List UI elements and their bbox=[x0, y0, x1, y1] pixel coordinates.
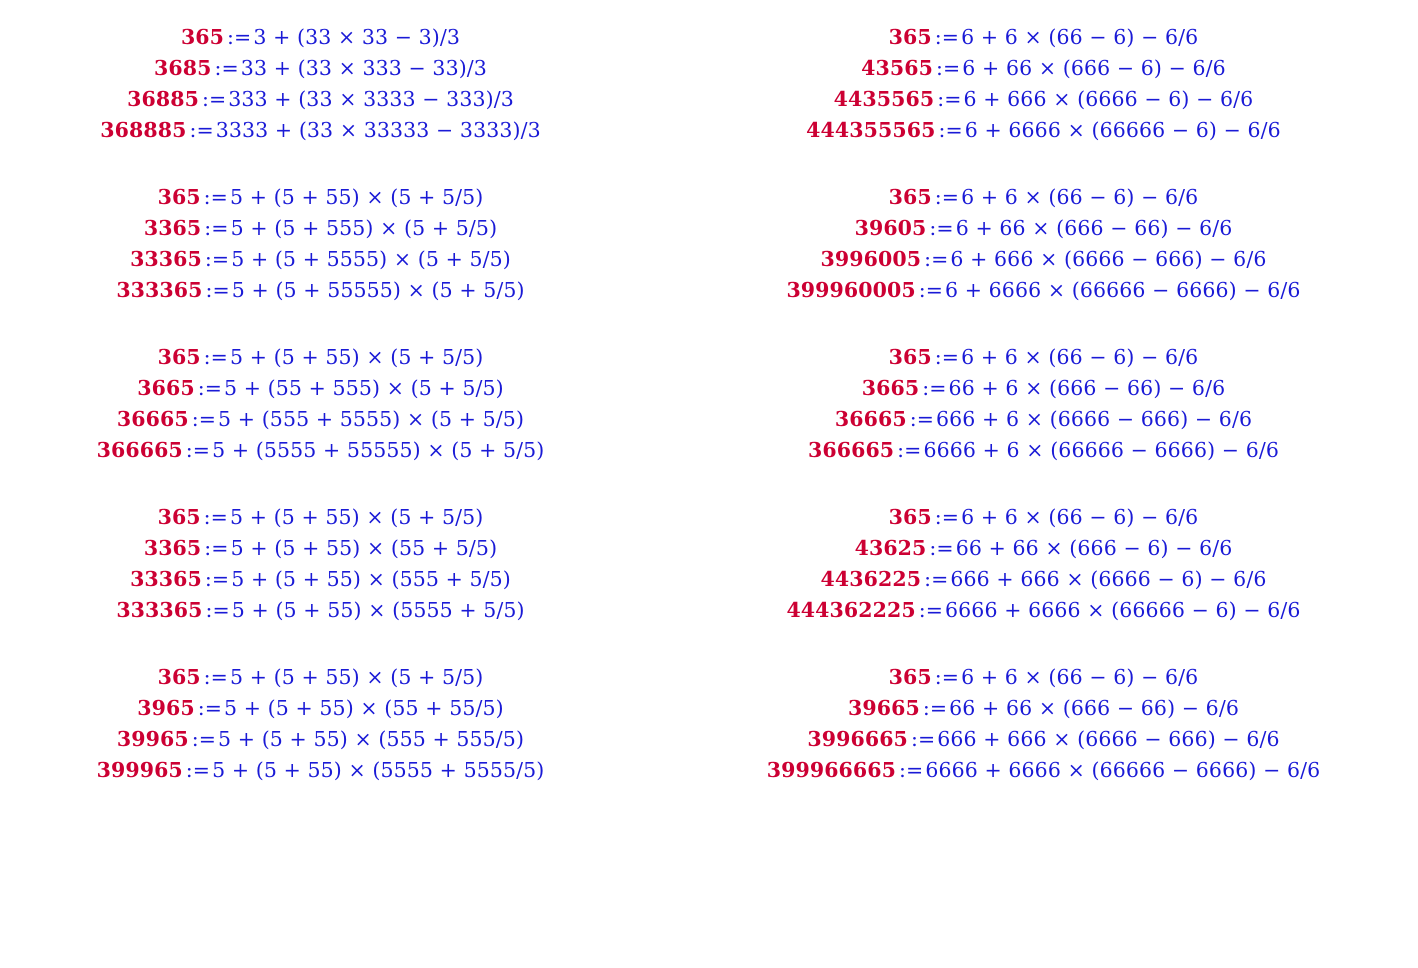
equation-assign-operator: := bbox=[185, 438, 211, 462]
equation-lhs: 333365 bbox=[116, 598, 203, 622]
equation-line bbox=[0, 724, 701, 755]
equation-lhs: 33365 bbox=[130, 567, 202, 591]
equation-lhs: 3965 bbox=[137, 696, 195, 720]
equation-assign-operator: := bbox=[924, 567, 949, 591]
equation-lhs: 333365 bbox=[116, 278, 203, 302]
equation-line bbox=[709, 373, 1418, 404]
equation-assign-operator: := bbox=[937, 87, 962, 111]
equation-lhs: 3996665 bbox=[807, 727, 908, 751]
equation-rhs: 66 + 6 × (666 − 66) − 6/6 bbox=[948, 376, 1226, 400]
equation-assign-operator: := bbox=[203, 185, 228, 209]
equation-lhs: 39665 bbox=[848, 696, 920, 720]
equation-line bbox=[0, 533, 701, 564]
equation-lhs: 365 bbox=[888, 505, 932, 529]
equation-assign-operator: := bbox=[204, 536, 229, 560]
equation-rhs: 66 + 66 × (666 − 66) − 6/6 bbox=[949, 696, 1239, 720]
equation-rhs: 66 + 66 × (666 − 6) − 6/6 bbox=[955, 536, 1233, 560]
equation-block bbox=[709, 342, 1418, 466]
equation-lhs: 365 bbox=[157, 185, 201, 209]
equation-assign-operator: := bbox=[936, 56, 961, 80]
equation-lhs: 365 bbox=[888, 665, 932, 689]
equation-assign-operator: := bbox=[922, 696, 948, 720]
equation-rhs: 5 + (555 + 5555) × (5 + 5/5) bbox=[218, 407, 525, 431]
equation-lhs: 39965 bbox=[116, 727, 189, 751]
equation-lhs: 3365 bbox=[143, 216, 202, 240]
equation-rhs: 6 + 6 × (66 − 6) − 6/6 bbox=[961, 185, 1199, 209]
equation-rhs: 5 + (5 + 55) × (5 + 5/5) bbox=[229, 345, 484, 369]
equation-lhs: 3365 bbox=[143, 536, 202, 560]
equation-lhs: 399966665 bbox=[766, 758, 897, 782]
equation-line bbox=[0, 342, 701, 373]
equation-rhs: 6 + 66 × (666 − 66) − 6/6 bbox=[955, 216, 1233, 240]
equation-rhs: 5 + (5 + 55) × (55 + 55/5) bbox=[224, 696, 504, 720]
equation-rhs: 3333 + (33 × 33333 − 3333)/3 bbox=[215, 118, 541, 142]
equation-line bbox=[0, 662, 701, 693]
equation-lhs: 368885 bbox=[100, 118, 187, 142]
equation-block bbox=[0, 662, 701, 786]
equation-line bbox=[709, 564, 1418, 595]
equation-assign-operator: := bbox=[189, 118, 214, 142]
equation-lhs: 43625 bbox=[854, 536, 927, 560]
equation-line bbox=[0, 564, 701, 595]
equation-block bbox=[709, 182, 1418, 306]
equation-assign-operator: := bbox=[909, 407, 934, 431]
equation-line bbox=[709, 22, 1418, 53]
equation-assign-operator: := bbox=[191, 727, 217, 751]
equation-rhs: 6 + 6 × (66 − 6) − 6/6 bbox=[961, 665, 1199, 689]
equation-rhs: 6 + 6666 × (66666 − 6) − 6/6 bbox=[964, 118, 1281, 142]
equation-rhs: 5 + (5 + 55) × (5555 + 5/5) bbox=[231, 598, 525, 622]
equation-assign-operator: := bbox=[191, 407, 217, 431]
equation-assign-operator: := bbox=[203, 345, 228, 369]
equation-line bbox=[0, 244, 701, 275]
equation-line bbox=[0, 595, 701, 626]
equation-rhs: 333 + (33 × 3333 − 333)/3 bbox=[228, 87, 514, 111]
equation-rhs: 5 + (5 + 55) × (55 + 5/5) bbox=[230, 536, 498, 560]
equation-rhs: 5 + (5 + 55) × (555 + 555/5) bbox=[218, 727, 525, 751]
equation-line bbox=[0, 275, 701, 306]
equation-rhs: 5 + (5 + 55) × (5 + 5/5) bbox=[229, 505, 484, 529]
equation-column-left bbox=[0, 22, 709, 822]
equation-line bbox=[0, 213, 701, 244]
equation-assign-operator: := bbox=[205, 598, 230, 622]
equation-lhs: 33365 bbox=[130, 247, 202, 271]
equation-line bbox=[709, 755, 1418, 786]
equation-assign-operator: := bbox=[934, 345, 960, 369]
equation-rhs: 6 + 6 × (66 − 6) − 6/6 bbox=[961, 25, 1199, 49]
equation-column-right bbox=[709, 22, 1418, 822]
equation-line bbox=[709, 53, 1418, 84]
equation-assign-operator: := bbox=[934, 505, 960, 529]
equation-assign-operator: := bbox=[203, 505, 228, 529]
equation-line bbox=[0, 53, 701, 84]
equation-block bbox=[709, 662, 1418, 786]
equation-columns bbox=[0, 22, 1418, 822]
equation-line bbox=[709, 595, 1418, 626]
equation-assign-operator: := bbox=[938, 118, 963, 142]
equation-rhs: 6666 + 6666 × (66666 − 6666) − 6/6 bbox=[925, 758, 1321, 782]
equation-lhs: 365 bbox=[157, 665, 201, 689]
equation-lhs: 444362225 bbox=[786, 598, 916, 622]
equation-rhs: 5 + (5 + 55) × (5555 + 5555/5) bbox=[212, 758, 545, 782]
equation-assign-operator: := bbox=[197, 696, 223, 720]
equation-line bbox=[0, 693, 701, 724]
equation-assign-operator: := bbox=[205, 278, 230, 302]
equation-lhs: 43565 bbox=[861, 56, 933, 80]
equation-rhs: 6 + 6 × (66 − 6) − 6/6 bbox=[961, 505, 1199, 529]
equation-assign-operator: := bbox=[934, 185, 960, 209]
equation-line bbox=[709, 435, 1418, 466]
equation-block bbox=[0, 182, 701, 306]
equation-rhs: 5 + (55 + 555) × (5 + 5/5) bbox=[224, 376, 504, 400]
equation-assign-operator: := bbox=[227, 25, 252, 49]
equation-assign-operator: := bbox=[214, 56, 239, 80]
equation-lhs: 365 bbox=[157, 345, 201, 369]
equation-rhs: 33 + (33 × 333 − 33)/3 bbox=[240, 56, 487, 80]
equation-line bbox=[709, 213, 1418, 244]
equation-rhs: 5 + (5 + 5555) × (5 + 5/5) bbox=[231, 247, 511, 271]
equation-lhs: 3665 bbox=[861, 376, 920, 400]
equation-line bbox=[709, 693, 1418, 724]
equation-rhs: 6 + 66 × (666 − 6) − 6/6 bbox=[962, 56, 1226, 80]
equation-line bbox=[0, 755, 701, 786]
equation-assign-operator: := bbox=[918, 278, 944, 302]
equation-block bbox=[0, 22, 701, 146]
equation-rhs: 6 + 666 × (6666 − 6) − 6/6 bbox=[963, 87, 1254, 111]
equation-rhs: 5 + (5 + 55) × (5 + 5/5) bbox=[229, 665, 484, 689]
equation-assign-operator: := bbox=[203, 665, 228, 689]
equation-line bbox=[709, 182, 1418, 213]
equation-assign-operator: := bbox=[922, 376, 947, 400]
equation-line bbox=[709, 342, 1418, 373]
equation-lhs: 365 bbox=[888, 25, 932, 49]
equation-block bbox=[709, 502, 1418, 626]
equation-assign-operator: := bbox=[897, 438, 922, 462]
equation-lhs: 366665 bbox=[807, 438, 895, 462]
equation-lhs: 399960005 bbox=[786, 278, 916, 302]
equation-lhs: 365 bbox=[888, 185, 932, 209]
equation-assign-operator: := bbox=[934, 25, 960, 49]
equation-assign-operator: := bbox=[204, 247, 230, 271]
equation-line bbox=[709, 662, 1418, 693]
equation-rhs: 5 + (5555 + 55555) × (5 + 5/5) bbox=[212, 438, 545, 462]
equation-lhs: 366665 bbox=[96, 438, 183, 462]
equation-lhs: 39605 bbox=[854, 216, 927, 240]
equation-block bbox=[0, 502, 701, 626]
equation-rhs: 5 + (5 + 55555) × (5 + 5/5) bbox=[231, 278, 525, 302]
equation-rhs: 6666 + 6666 × (66666 − 6) − 6/6 bbox=[945, 598, 1301, 622]
equation-lhs: 36885 bbox=[127, 87, 199, 111]
equation-rhs: 666 + 6 × (6666 − 666) − 6/6 bbox=[936, 407, 1253, 431]
equation-line bbox=[0, 115, 701, 146]
equation-lhs: 3665 bbox=[137, 376, 195, 400]
equation-rhs: 666 + 666 × (6666 − 6) − 6/6 bbox=[950, 567, 1267, 591]
equation-line bbox=[709, 84, 1418, 115]
equation-rhs: 6 + 666 × (6666 − 666) − 6/6 bbox=[950, 247, 1267, 271]
equation-lhs: 365 bbox=[157, 505, 201, 529]
equation-rhs: 3 + (33 × 33 − 3)/3 bbox=[253, 25, 461, 49]
equation-lhs: 399965 bbox=[96, 758, 183, 782]
equation-lhs: 4436225 bbox=[820, 567, 922, 591]
equation-assign-operator: := bbox=[910, 727, 936, 751]
equation-line bbox=[0, 22, 701, 53]
equation-rhs: 6 + 6 × (66 − 6) − 6/6 bbox=[961, 345, 1199, 369]
equation-rhs: 6 + 6666 × (66666 − 6666) − 6/6 bbox=[945, 278, 1301, 302]
equation-line bbox=[709, 724, 1418, 755]
equation-line bbox=[0, 373, 701, 404]
equation-line bbox=[709, 275, 1418, 306]
equation-line bbox=[709, 115, 1418, 146]
equation-assign-operator: := bbox=[204, 216, 229, 240]
equation-lhs: 36665 bbox=[116, 407, 189, 431]
equation-lhs: 444355565 bbox=[806, 118, 936, 142]
equation-lhs: 36665 bbox=[834, 407, 907, 431]
equation-assign-operator: := bbox=[924, 247, 949, 271]
equation-rhs: 6666 + 6 × (66666 − 6666) − 6/6 bbox=[923, 438, 1279, 462]
equation-rhs: 5 + (5 + 55) × (555 + 5/5) bbox=[231, 567, 511, 591]
equation-lhs: 4435565 bbox=[833, 87, 935, 111]
equation-assign-operator: := bbox=[918, 598, 944, 622]
equation-assign-operator: := bbox=[185, 758, 211, 782]
equation-line bbox=[709, 404, 1418, 435]
equation-assign-operator: := bbox=[899, 758, 924, 782]
equation-lhs: 365 bbox=[180, 25, 225, 49]
equation-assign-operator: := bbox=[929, 216, 954, 240]
equation-line bbox=[0, 435, 701, 466]
equation-line bbox=[709, 502, 1418, 533]
equation-rhs: 5 + (5 + 555) × (5 + 5/5) bbox=[230, 216, 498, 240]
equation-lhs: 365 bbox=[888, 345, 932, 369]
equation-line bbox=[0, 502, 701, 533]
equation-rhs: 666 + 666 × (6666 − 666) − 6/6 bbox=[937, 727, 1280, 751]
equation-line bbox=[0, 182, 701, 213]
equation-assign-operator: := bbox=[197, 376, 223, 400]
equation-line bbox=[709, 244, 1418, 275]
equation-line bbox=[0, 84, 701, 115]
equation-lhs: 3685 bbox=[154, 56, 212, 80]
equation-assign-operator: := bbox=[929, 536, 954, 560]
equation-assign-operator: := bbox=[204, 567, 230, 591]
equation-block bbox=[709, 22, 1418, 146]
equation-rhs: 5 + (5 + 55) × (5 + 5/5) bbox=[229, 185, 484, 209]
equation-assign-operator: := bbox=[934, 665, 960, 689]
equation-line bbox=[709, 533, 1418, 564]
equation-lhs: 3996005 bbox=[820, 247, 922, 271]
equation-assign-operator: := bbox=[201, 87, 227, 111]
equation-block bbox=[0, 342, 701, 466]
equation-line bbox=[0, 404, 701, 435]
